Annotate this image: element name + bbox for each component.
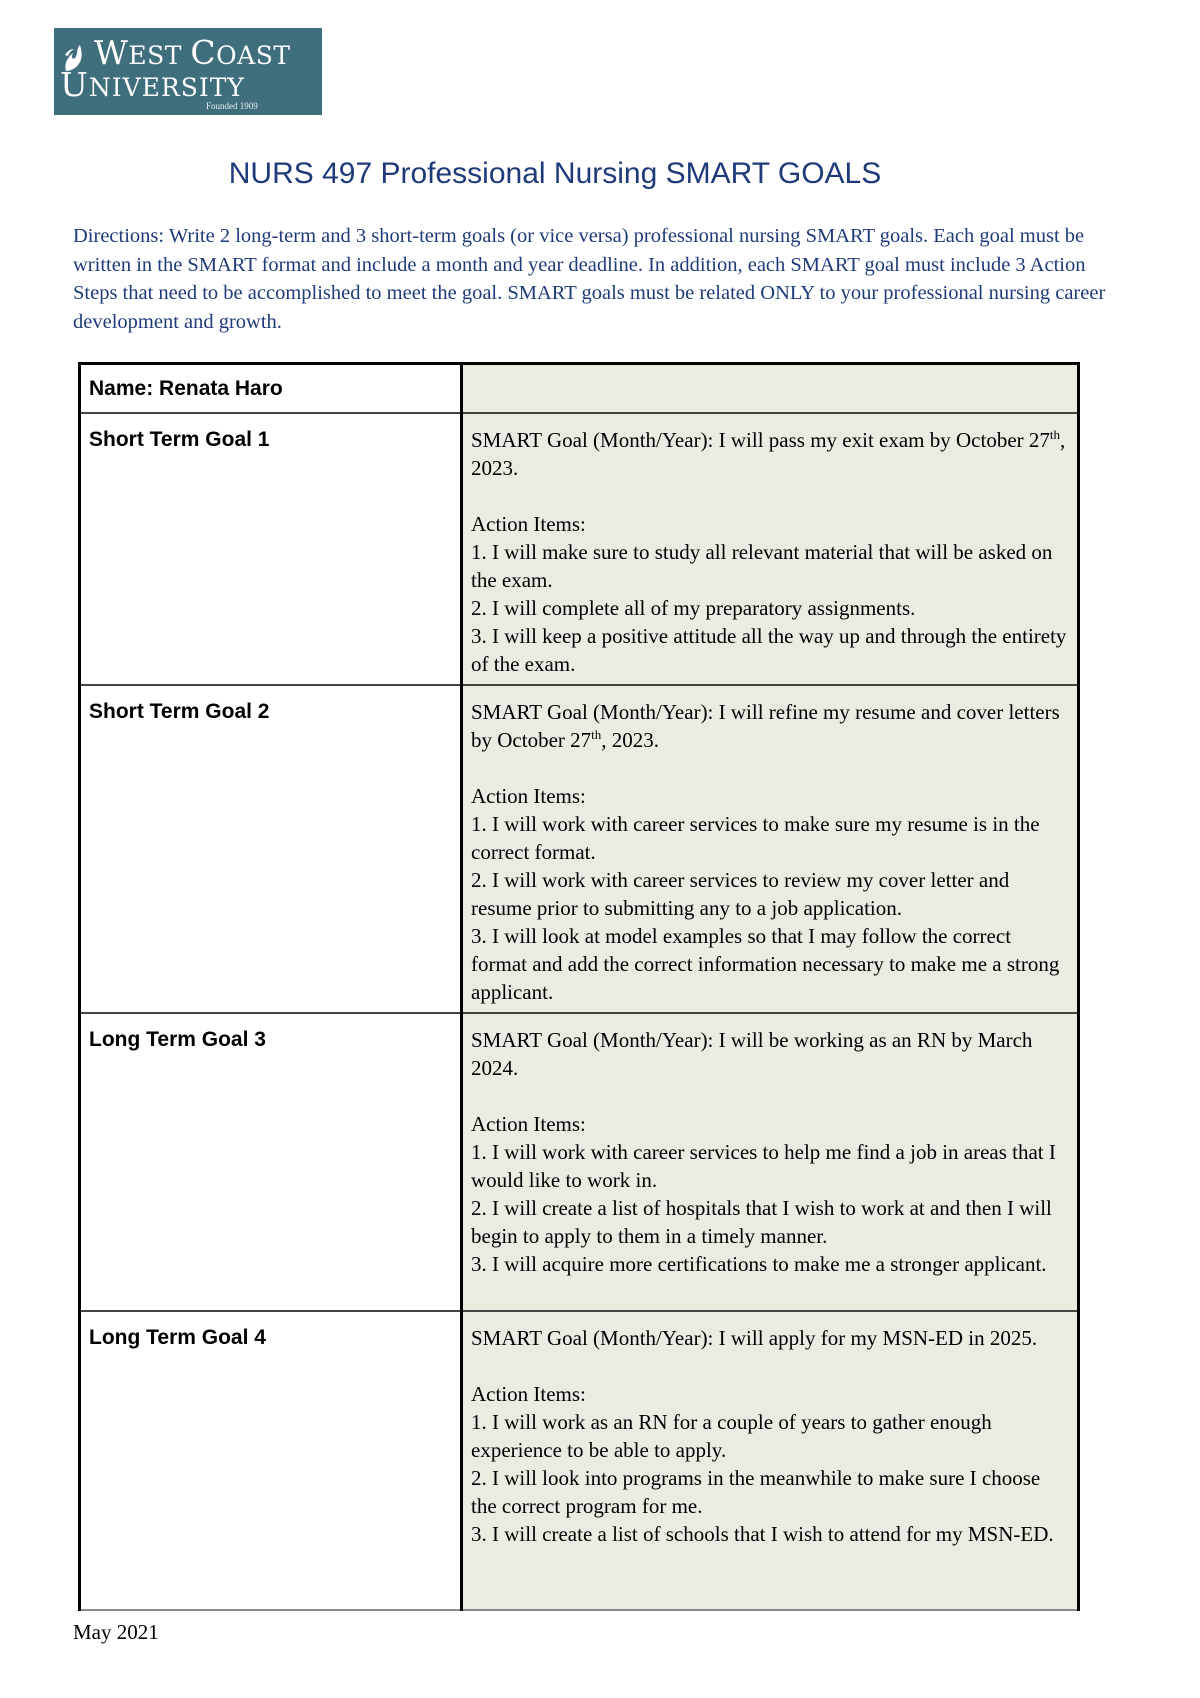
smart-goal-sup: th [1049,426,1061,442]
directions-text: Directions: Write 2 long-term and 3 short-term goals (or vice versa) professional nursing SMART goals. Each goal must be written in the SMART format and include a month and year deadline. In addition, each SMART goal must include 3 Action Steps that need to be accomplished to meet the goal. SMART goals must be related ONLY to your professional nursing career development and growth. [73,225,1106,333]
goal-content-cell [462,1013,1079,1311]
smart-goal-text [471,426,1069,482]
action-item: 1. I will work as an RN for a couple of years to gather enough experience to be able to apply. [471,1409,992,1462]
logo-line2: UNIVERSITY [60,65,245,104]
action-items-header: Action Items: [471,1381,586,1406]
action-item: 3. I will keep a positive attitude all the way up and through the entirety of the exam. [471,623,1067,676]
goal-row [80,685,1079,1013]
name-label: Name: Renata Haro [89,377,283,400]
goal-row [80,413,1079,685]
smart-goal-main: SMART Goal (Month/Year): I will be working as an RN by March 2024. [471,1027,1033,1080]
smart-goal-end: , 2023. [601,727,660,752]
action-item: 3. I will acquire more certifications to make me a stronger applicant. [471,1251,1047,1276]
name-row [80,364,1079,413]
smart-goal-main: SMART Goal (Month/Year): I will pass my exit exam by October 27 [471,427,1050,452]
smart-goal-sup: th [591,726,602,742]
goal-row [80,1311,1079,1610]
action-item: 3. I will look at model examples so that I may follow the correct format and add the correct information necessary to make me a strong applicant. [471,923,1060,1004]
goal-content-cell [462,685,1079,1013]
action-items-header: Action Items: [471,1111,586,1136]
smart-goals-table [78,362,1080,1611]
action-item: 2. I will look into programs in the meanwhile to make sure I choose the correct program for me. [471,1465,1041,1518]
action-item: 2. I will create a list of hospitals that I wish to work at and then I will begin to apply to them in a timely manner. [471,1195,1052,1248]
smart-goal-text [471,1026,1069,1082]
smart-goal-main: SMART Goal (Month/Year): I will apply for my MSN-ED in 2025. [471,1325,1038,1350]
action-item: 2. I will complete all of my preparatory assignments. [471,595,916,620]
name-value [463,365,1077,383]
smart-goal-main: SMART Goal (Month/Year): I will refine my resume and cover letters by October 27 [471,699,1060,752]
goal-label: Short Term Goal 2 [89,699,270,723]
smart-goal-text [471,698,1069,754]
goal-label-cell [80,685,462,1013]
logo-line2-text: NIVERSITY [88,73,245,102]
goal-row [80,1013,1079,1311]
footer-date: May 2021 [73,1620,159,1644]
action-item: 1. I will make sure to study all relevant material that will be asked on the exam. [471,539,1053,592]
logo-line1-text: EST COAST [128,33,291,72]
action-item: 3. I will create a list of schools that I wish to attend for my MSN-ED. [471,1521,1054,1546]
smart-goal-end: , 2023. [471,427,1066,480]
goal-content-cell [462,1311,1079,1610]
goal-label-cell [80,413,462,685]
action-item: 1. I will work with career services to make sure my resume is in the correct format. [471,811,1040,864]
name-value-cell [462,364,1079,413]
logo-line1: WEST COAST [94,33,291,72]
action-items-header: Action Items: [471,511,586,536]
goal-label-cell [80,1013,462,1311]
page-title: NURS 497 Professional Nursing SMART GOALS [228,157,882,190]
goal-label-cell [80,1311,462,1610]
goal-label: Long Term Goal 4 [89,1325,266,1349]
action-item: 2. I will work with career services to review my cover letter and resume prior to submitting any to a job application. [471,867,1010,920]
smart-goal-text [471,1324,1069,1352]
goal-label: Long Term Goal 3 [89,1027,266,1051]
action-items-header: Action Items: [471,783,586,808]
action-item: 1. I will work with career services to help me find a job in areas that I would like to work in. [471,1139,1056,1192]
goal-content-cell [462,413,1079,685]
goal-label: Short Term Goal 1 [89,427,270,451]
logo-founded: Founded 1909 [206,101,258,111]
name-label-cell [80,364,462,413]
university-logo [54,28,322,115]
